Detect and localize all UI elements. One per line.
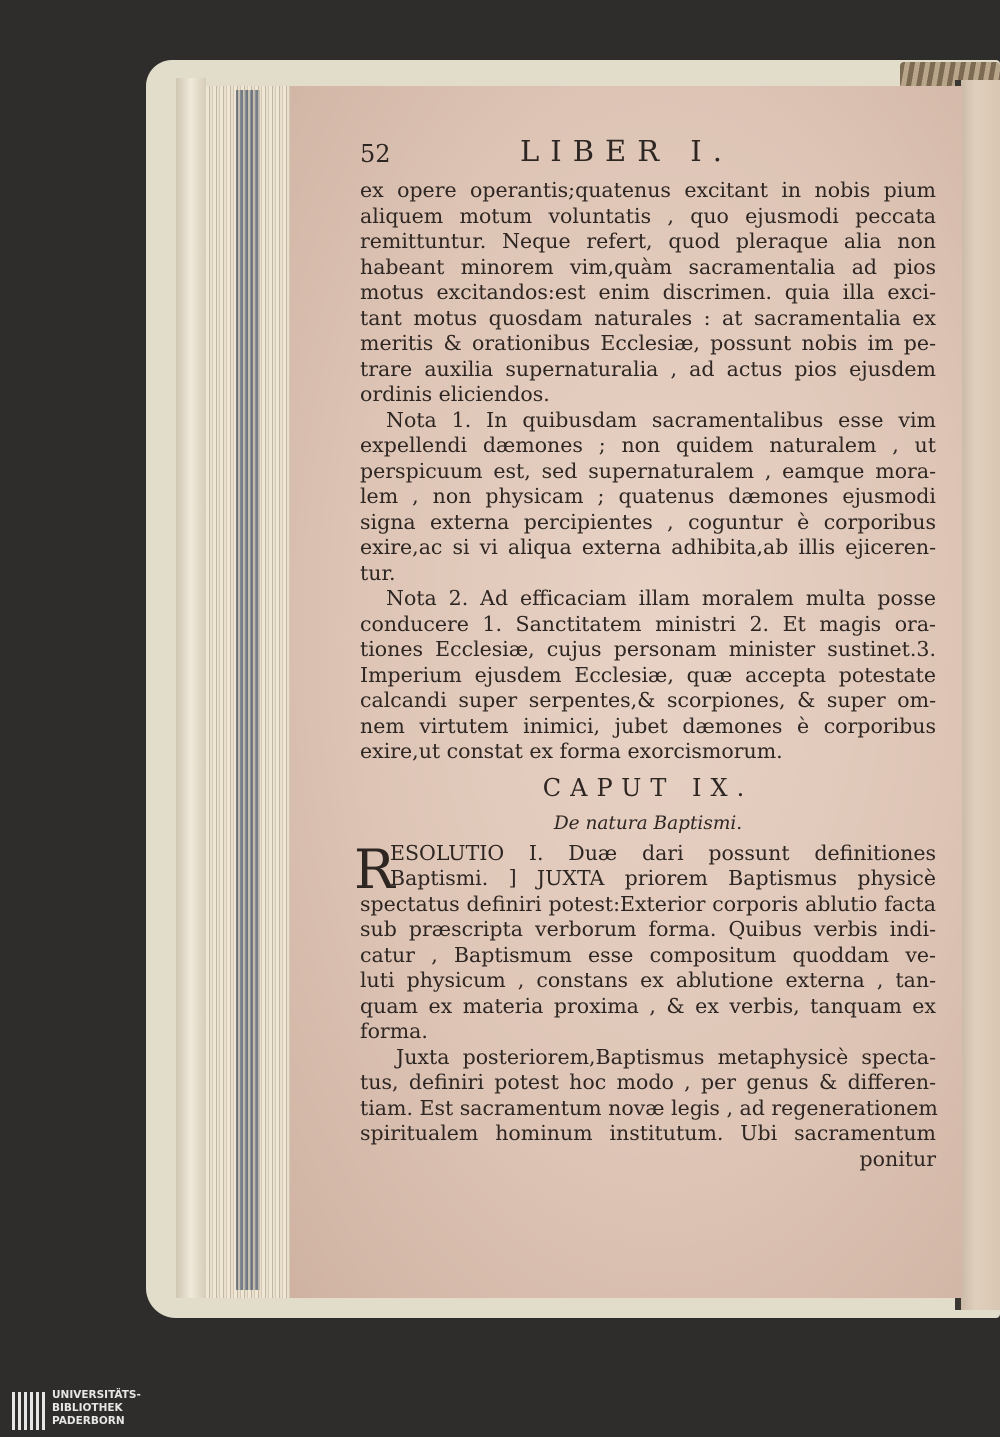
library-name-line: BIBLIOTHEK [52,1402,123,1414]
page-header [360,130,936,178]
text-line: expellendi dæmones ; non quidem naturalem , ut [360,433,936,457]
catchword: ponitur [859,1146,936,1171]
text-line: spiritualem hominum institutum. Ubi sacramentum [360,1121,936,1145]
paragraphs-after-chapter [354,837,938,1173]
running-head: LIBER I. [520,134,733,168]
text-line: calcandi super serpentes,& scorpiones, & super om- [360,688,936,712]
text-line: ESOLUTIO I. Duæ dari possunt definitiones [390,840,936,865]
text-line: lem , non physicam ; quatenus dæmones ejusmodi [360,484,936,508]
page-text [354,130,938,1172]
text-line: tant motus quosdam naturales : at sacramentalia ex [360,305,936,330]
book-spine-edge [176,78,206,1298]
text-line: tiam. Est sacramentum novæ legis , ad regenerationem [360,1095,938,1120]
text-line: meritis & orationibus Ecclesiæ, possunt nobis im pe- [360,331,936,355]
paragraphs-before-chapter [360,178,936,765]
text-line: luti physicum , constans ex ablutione externa , tan- [360,968,936,992]
page-number: 52 [360,140,391,168]
text-line: tus, definiri potest hoc modo , per genus & differen- [360,1070,936,1094]
text-line: Baptismi. ] JUXTA priorem Baptismus physicè [390,866,936,890]
text-line: sub præscripta verborum forma. Quibus verbis indi- [360,917,936,941]
text-line: forma. [360,1019,428,1043]
chapter-subtitle: De natura Baptismi. [553,812,743,834]
text-line: trare auxilia supernaturalia , ad actus pios ejusdem [360,356,936,381]
text-line: quam ex materia proxima , & ex verbis, tanquam ex [360,993,936,1018]
text-line: motus excitandos:est enim discrimen. quia illa exci- [360,280,936,304]
text-line: Juxta posteriorem,Baptismus metaphysicè specta- [396,1044,936,1069]
text-line: remittuntur. Neque refert, quod pleraque alia non [360,229,936,253]
text-line: nem virtutem inimici, jubet dæmones è corporibus [360,713,936,738]
text-line: tur. [360,560,396,585]
text-line: ex opere operantis;quatenus excitant in nobis pium [360,178,936,202]
text-line: Imperium ejusdem Ecclesiæ, quæ accepta potestate [360,662,936,687]
library-logo-icon [10,1390,46,1432]
text-line: exire,ut constat ex forma exorcismorum. [360,739,783,763]
text-line: spectatus definiri potest:Exterior corporis ablutio facta [360,891,936,916]
text-line: tiones Ecclesiæ, cujus personam minister sustinet.3. [360,637,936,661]
library-name-line: UNIVERSITÄTS- [52,1389,141,1401]
library-name-line: PADERBORN [52,1415,125,1427]
text-line: Nota 1. In quibusdam sacramentalibus esse vim [386,407,936,432]
text-line: aliquem motum voluntatis , quo ejusmodi peccata [360,203,936,228]
library-name [52,1389,141,1428]
text-line: ordinis eliciendos. [360,382,550,406]
text-line: habeant minorem vim,quàm sacramentalia ad pios [360,254,936,279]
text-line: perspicuum est, sed supernaturalem , eamque mora- [360,458,936,483]
drop-capital: R [354,837,395,901]
text-line: exire,ac si vi aliqua externa adhibita,ab illis ejiceren- [360,535,936,559]
text-line: Nota 2. Ad efficaciam illam moralem multa posse [386,586,936,610]
text-line: conducere 1. Sanctitatem ministri 2. Et magis ora- [360,611,936,636]
text-line: signa externa percipientes , coguntur è corporibus [360,509,936,534]
chapter-heading: CAPUT IX. [542,773,754,802]
text-line: catur , Baptismum esse compositum quoddam ve- [360,942,936,967]
page-edges-dyed [236,90,260,1290]
library-watermark [0,1386,320,1437]
